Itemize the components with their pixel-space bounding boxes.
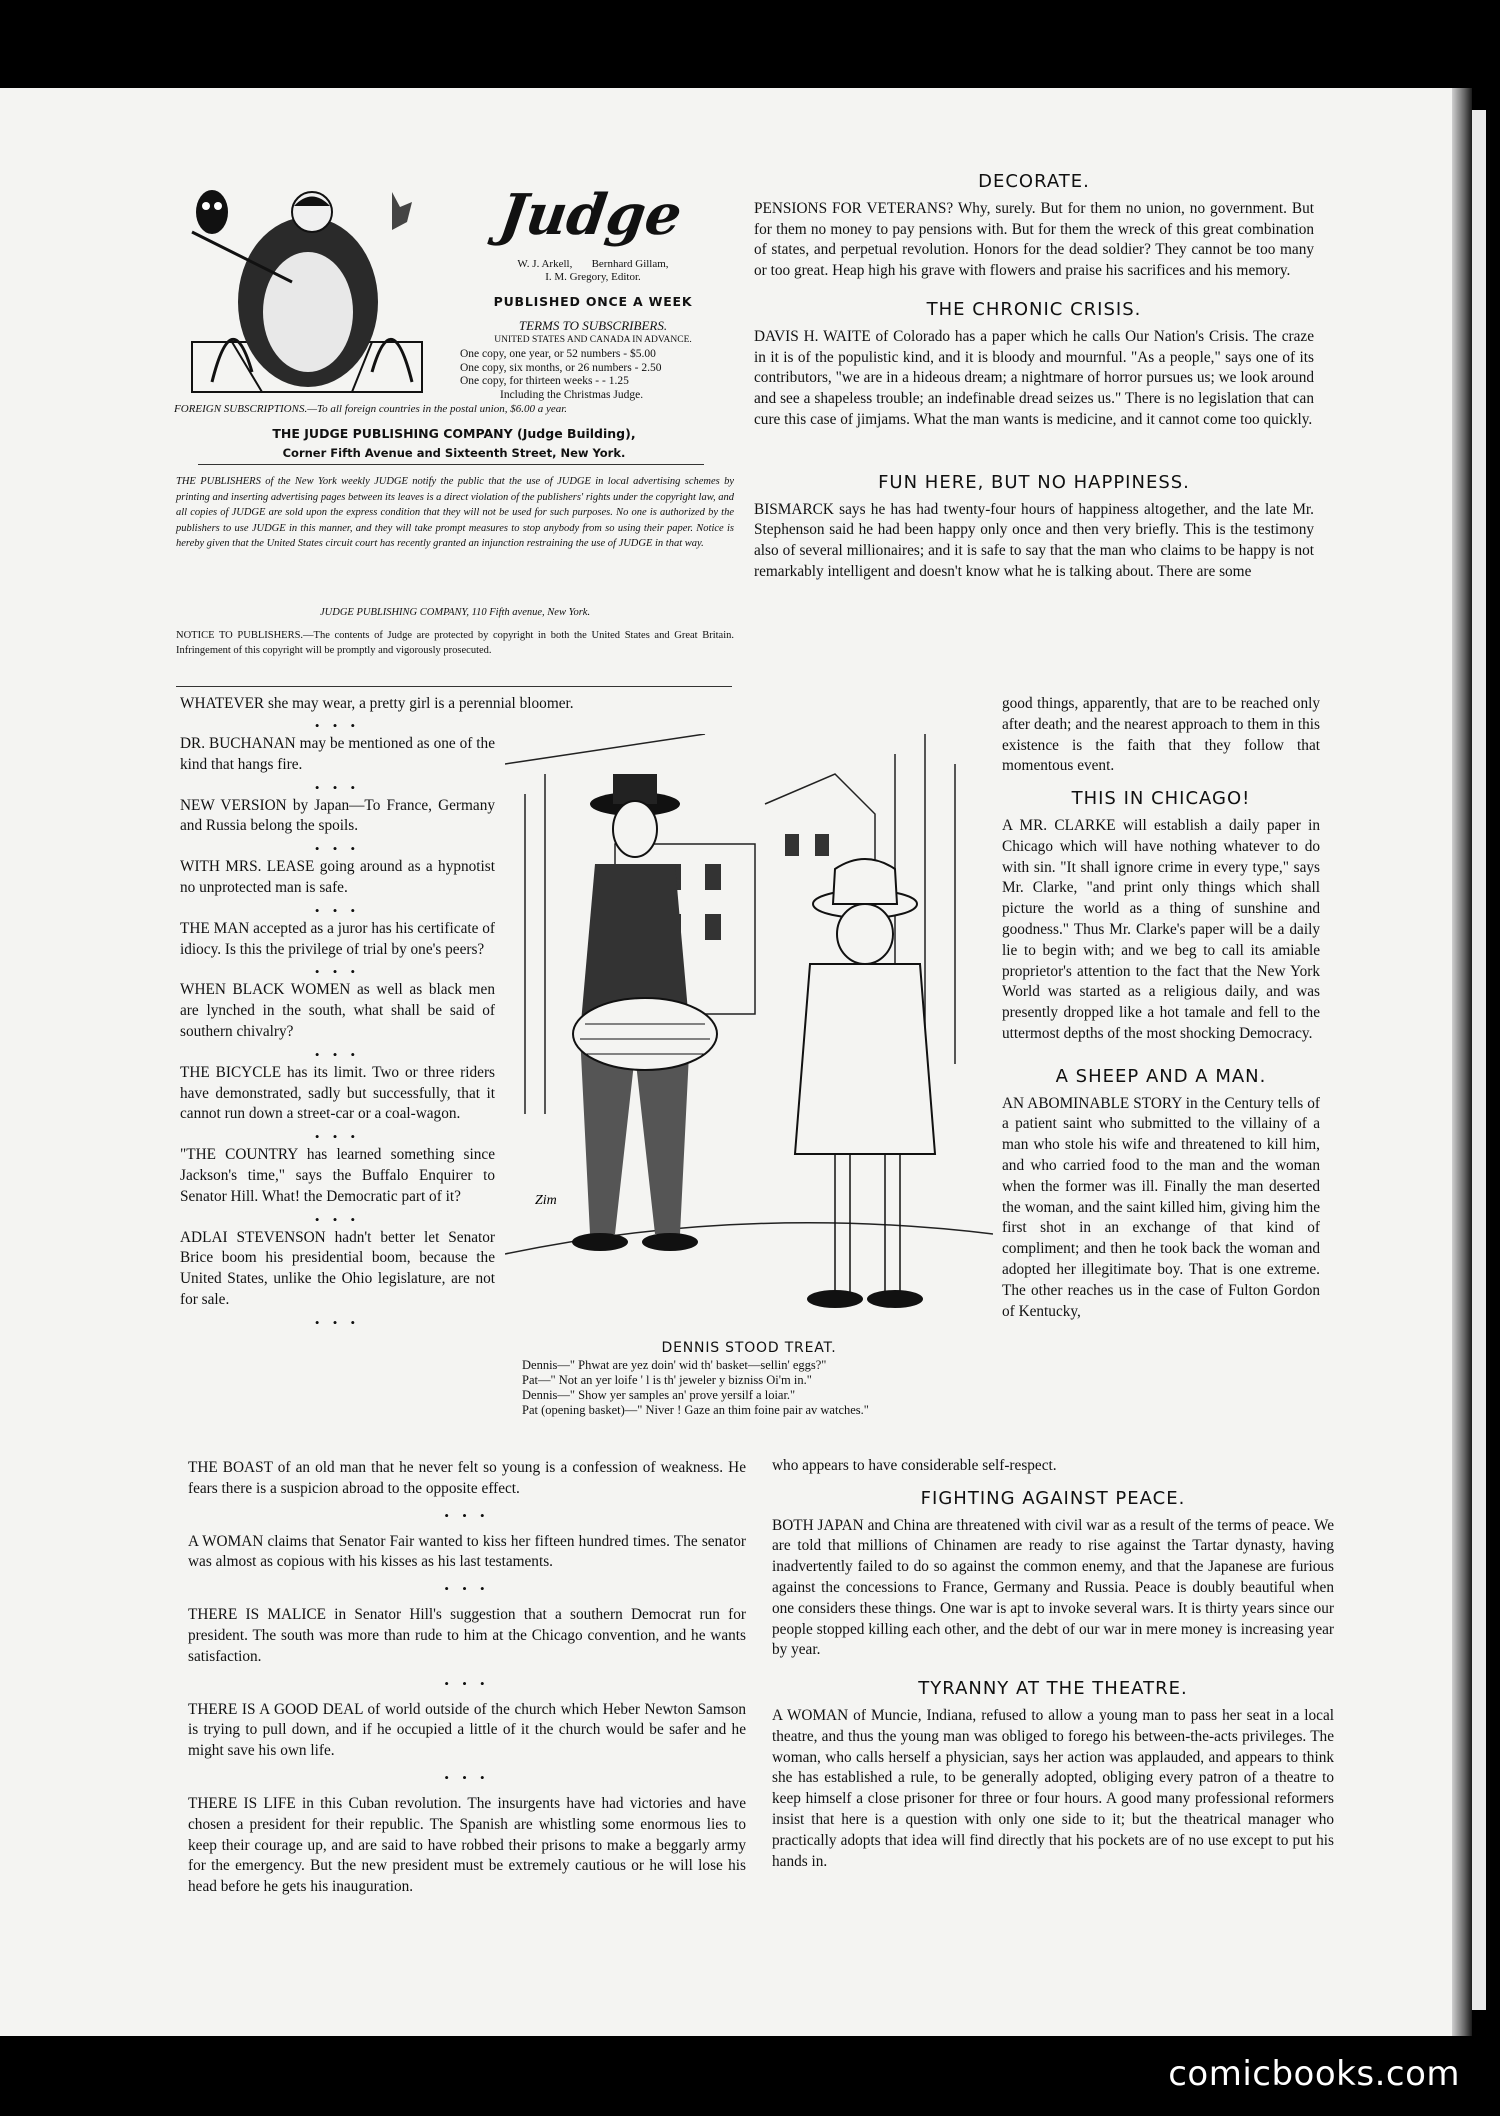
- article-tyranny-theatre: A WOMAN of Muncie, Indiana, refused to allow a young man to pass her seat in a local theatre, and thus the young man was obliged to forego his between-the-acts privileges. The woman, who calls herself a physician, says her action was applauded, and appears to think she has established a rule, to be generally adopted, obliging every patron of a theatre to keep himself a close prisoner for three or four hours. A good many professional reformers insist that here is a question with only one side to it; but the theatrical manager who practically adopts that idea will find directly that his pockets are of no use except to put his hands in.: [772, 1706, 1334, 1870]
- artist-signature: Zim: [535, 1193, 557, 1208]
- term-six-months: One copy, six months, or 26 numbers - 2.50: [460, 361, 662, 374]
- item-adlai-stevenson: ADLAI STEVENSON hadn't better let Senator Brice boom his presidential boom, because the United States, unlike the Ohio legislature, are not for sale.: [180, 1228, 495, 1308]
- heading-fighting-peace: FIGHTING AGAINST PEACE.: [920, 1487, 1186, 1509]
- right-column-bottom: [772, 1456, 1334, 1872]
- paragraph-whatever: WHATEVER she may wear, a pretty girl is a perennial bloomer.: [180, 695, 574, 712]
- separator-dots: • • •: [444, 1507, 490, 1523]
- publishers-notice-signature: JUDGE PUBLISHING COMPANY, 110 Fifth avenue, New York.: [320, 607, 591, 618]
- heading-decorate: DECORATE.: [978, 171, 1090, 192]
- item-black-women: WHEN BLACK WOMEN as well as black men are lynched in the south, what shall be said of southern chivalry?: [180, 981, 495, 1040]
- notice-to-publishers: NOTICE TO PUBLISHERS.—The contents of Judge are protected by copyright in both the United States and Great Britain. Infringement of this copyright will be promptly and vigorously prosecuted.: [176, 630, 734, 656]
- separator-dots: • • •: [444, 1675, 490, 1691]
- left-narrow-column: [180, 718, 495, 1331]
- separator-dots: • • •: [314, 1314, 361, 1330]
- item-cuban-revolution: THERE IS LIFE in this Cuban revolution. The insurgents have had victories and have chosen a president for their republic. The Spanish are whistling some enormous lies to keep their courage up, and are said to have robbed their prisons to make a beggarly army for the emergency. But the new president must be extremely cautious or he will lose his head before he gets his inauguration.: [188, 1794, 746, 1896]
- article-fun-here-cont: good things, apparently, that are to be reached only after death; and the nearest approach to them in this existence is the faith that they follow that momentous event.: [1002, 695, 1320, 775]
- item-bicycle: THE BICYCLE has its limit. Two or three riders have demonstrated, sadly but successfully, that it cannot run down a street-car or a coal-wagon.: [180, 1063, 495, 1123]
- staff-gregory: I. M. Gregory, Editor.: [545, 271, 641, 283]
- term-christmas: Including the Christmas Judge.: [500, 388, 644, 401]
- term-year: One copy, one year, or 52 numbers - $5.00: [460, 348, 656, 360]
- caption-line: Pat—" Not an yer loife ' l is th' jeweler y bizniss Oi'm in.": [522, 1373, 812, 1387]
- item-the-country: "THE COUNTRY has learned something since Jackson's time," says the Buffalo Enquirer to Senator Hill. What! the Democratic part of it?: [180, 1146, 495, 1205]
- item-good-deal: THERE IS A GOOD DEAL of world outside of the church which Heber Newton Samson is trying to pull down, and if he occupied a little of it the church would be safer and he might save his own life.: [188, 1700, 746, 1760]
- heading-fun-here: FUN HERE, BUT NO HAPPINESS.: [878, 471, 1190, 493]
- caption-line: Dennis—" Show yer samples an' prove yersilf a loiar.": [522, 1388, 796, 1402]
- page-spine: [1452, 88, 1472, 2036]
- publishing-company: THE JUDGE PUBLISHING COMPANY (Judge Building),: [272, 426, 636, 441]
- article-fighting-peace: BOTH JAPAN and China are threatened with civil war as a result of the terms of peace. We are told that millions of Chinamen are ready to rise against the Tartar dynasty, having inadvertently failed to do so against the common enemy, and that the Japanese are furious against the concessions to France, Germany and Russia. Peace is doubly beautiful when one considers these things. One war is apt to invoke several wars. It is thirty years since our people stopped killing each other, and the debt of our war in mere money is increasing year by year.: [772, 1516, 1334, 1659]
- item-buchanan: DR. BUCHANAN may be mentioned as one of the kind that hangs fire.: [180, 735, 495, 773]
- caption-line: Pat (opening basket)—" Niver ! Gaze an thim foine pair av watches.": [522, 1403, 869, 1417]
- item-mrs-lease: WITH MRS. LEASE going around as a hypnotist no unprotected man is safe.: [180, 858, 495, 896]
- separator-dots: • • •: [314, 1046, 361, 1062]
- separator-dots: • • •: [314, 1211, 361, 1227]
- separator-dots: • • •: [444, 1581, 490, 1597]
- next-page-edge: [1472, 110, 1486, 2010]
- masthead-staff: [458, 258, 728, 284]
- term-thirteen-weeks: One copy, for thirteen weeks - - 1.25: [460, 375, 629, 387]
- heading-chronic-crisis: THE CHRONIC CRISIS.: [926, 298, 1142, 320]
- article-decorate: PENSIONS FOR VETERANS? Why, surely. But for them no union, no government. But for them no money to pay pensions with. But for them the wreck of this great combination of states, and perpetual revolution. Honors for the dead soldier? They cannot be too many or too great. Heap high his grave with flowers and praise his sacrifices and his memory.: [754, 199, 1314, 280]
- published-weekly: PUBLISHED ONCE A WEEK: [493, 294, 693, 309]
- cartoon-caption-title: DENNIS STOOD TREAT.: [661, 1340, 837, 1356]
- terms-heading: TERMS TO SUBSCRIBERS.: [518, 318, 668, 333]
- separator-dots: • • •: [314, 718, 361, 733]
- publishers-notice: THE PUBLISHERS of the New York weekly JUDGE notify the public that the use of JUDGE in local advertising schemes by printing and inserting advertising pages between its leaves is a direct violation of the publishers' rights under the copyright law, and all copies of JUDGE are sold upon the express condition that they will not be used for such purposes. No one is authorized by the publishers to use JUDGE in this manner, and they will take prompt measures to stop anybody from so using their paper. Notice is hereby given that the United States circuit court has recently granted an injunction restraining the use of JUDGE in that way.: [176, 476, 734, 550]
- item-the-boast: THE BOAST of an old man that he never felt so young is a confession of weakness. He fears there is a suspicion abroad to the opposite effect.: [188, 1459, 746, 1497]
- judge-masthead-illustration: [172, 182, 444, 400]
- foreign-subscriptions: FOREIGN SUBSCRIPTIONS.—To all foreign countries in the postal union, $6.00 a year.: [174, 403, 568, 415]
- caption-line: Dennis—" Phwat are yez doin' wid th' basket—sellin' eggs?": [522, 1358, 827, 1372]
- heading-tyranny-theatre: TYRANNY AT THE THEATRE.: [918, 1678, 1188, 1700]
- item-new-version: NEW VERSION by Japan—To France, Germany and Russia belong the spoils.: [180, 796, 495, 835]
- heading-sheep-and-man: A SHEEP AND A MAN.: [1055, 1065, 1267, 1087]
- item-malice: THERE IS MALICE in Senator Hill's suggestion that a southern Democrat run for president. The south was more than rude to him at the Chicago convention, and he wants satisfaction.: [188, 1606, 746, 1665]
- masthead-rule: [198, 464, 704, 465]
- separator-dots: • • •: [314, 964, 361, 980]
- article-fun-here: BISMARCK says he has had twenty-four hours of happiness altogether, and the late Mr. Stephenson said he had been happy only once and then very briefly. This is the testimony also of several millionaires; and it is safe to say that the man who claims to be happy is not remarkably intelligent and doesn't know what he is talking about. There are some: [754, 500, 1314, 580]
- article-this-in-chicago: A MR. CLARKE will establish a daily paper in Chicago which will have nothing whatever to do with sin. "It shall ignore crime in every type," says Mr. Clarke, "and print only things which shall picture the world as a thing of sunshine and goodness." Thus Mr. Clarke's paper will be a daily lie to begin with; and we beg to call its amiable proprietor's attention to the fact that the New York World was started as a religious daily, and was presently dropped like a hot tamale and fell to the uttermost depths of the most shocking Democracy.: [1002, 816, 1320, 1042]
- separator-dots: • • •: [444, 1769, 490, 1785]
- separator-dots: • • •: [314, 902, 361, 918]
- heading-this-in-chicago: THIS IN CHICAGO!: [1071, 788, 1251, 810]
- cartoon-illustration: [505, 734, 993, 1334]
- company-address: Corner Fifth Avenue and Sixteenth Street, New York.: [282, 446, 626, 460]
- item-a-woman: A WOMAN claims that Senator Fair wanted to kiss her fifteen hundred times. The senator was almost as copious with his kisses as his last testaments.: [188, 1532, 746, 1571]
- right-narrow-column: [1002, 694, 1320, 1322]
- subscription-terms: [460, 348, 732, 402]
- cartoon-caption-dialogue: [522, 1358, 992, 1418]
- article-sheep-and-man-end: who appears to have considerable self-respect.: [772, 1457, 1057, 1474]
- staff-gillam: Bernhard Gillam,: [591, 258, 669, 270]
- watermark: comicbooks.com: [1168, 2054, 1460, 2094]
- separator-dots: • • •: [314, 779, 361, 795]
- right-column-top: [754, 172, 1314, 583]
- terms-subheading: UNITED STATES AND CANADA IN ADVANCE.: [494, 335, 692, 345]
- left-wide-column: [188, 1458, 746, 1898]
- notice-rule: [176, 686, 732, 687]
- staff-arkell: W. J. Arkell,: [517, 258, 573, 270]
- separator-dots: • • •: [314, 841, 361, 857]
- item-juror: THE MAN accepted as a juror has his certificate of idiocy. Is this the privilege of trial by one's peers?: [180, 919, 495, 958]
- article-sheep-and-man: AN ABOMINABLE STORY in the Century tells of a patient saint who submitted to the villainy of a man who stole his wife and threatened to kill him, and who carried food to the man and the woman when the former was ill. Finally the man deserted the woman, and the saint killed him, giving him the first shot in an exchange of that kind of compliment; and then he took back the woman and adopted her illegitimate boy. That is one extreme. The other reaches us in the case of Fulton Gordon of Kentucky,: [1002, 1094, 1320, 1320]
- separator-dots: • • •: [314, 1129, 361, 1145]
- article-chronic-crisis: DAVIS H. WAITE of Colorado has a paper which he calls Our Nation's Crisis. The craze in it is of the populistic kind, and it is bloody and mournful. "As a people," says one of its contributors, "we are in a hideous dream; a nightmare of horror pursues us; we look around and see a shapeless trouble; an indefinable dread seizes us." There is no legislation that can cure this case of jimjams. What the man wants is medicine, and it cannot come too quickly.: [754, 327, 1314, 428]
- judge-logo: Judge: [495, 182, 686, 248]
